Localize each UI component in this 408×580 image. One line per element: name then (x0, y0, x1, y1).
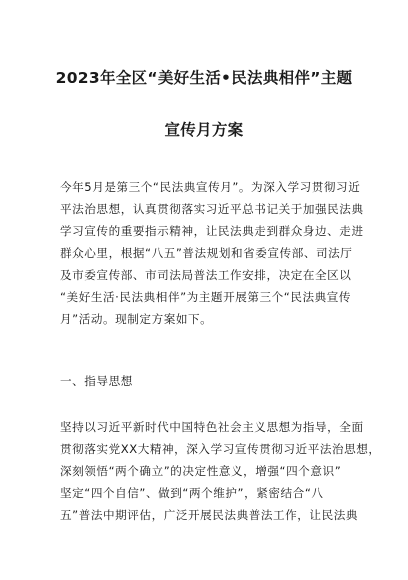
paragraph-line: 学习宣传的重要指示精神，让民法典走到群众身边、走进 (60, 224, 364, 238)
paragraph-line: 坚持以习近平新时代中国特色社会主义思想为指导，全面 (60, 420, 364, 434)
paragraph-line: 坚定“四个自信”、做到“两个维护”，紧密结合“八 (60, 486, 324, 500)
document-title-line-2: 宣传月方案 (164, 121, 244, 139)
paragraph-line: “美好生活·民法典相伴”为主题开展第三个“民法典宣传 (60, 290, 352, 304)
paragraph-line: 今年5月是第三个“民法典宣传月”。为深入学习贯彻习近 (60, 180, 361, 194)
paragraph-line: 五”普法中期评估，广泛开展民法典普法工作，让民法典 (60, 508, 359, 522)
document-title-line-1: 2023年全区“美好生活•民法典相伴”主题 (55, 69, 353, 87)
section-heading-guiding-ideology: 一、指导思想 (60, 374, 133, 388)
paragraph-line: 平法治思想，认真贯彻落实习近平总书记关于加强民法典 (60, 202, 364, 216)
paragraph-line: 贯彻落实党XX大精神，深入学习宣传贯彻习近平法治思想， (60, 442, 381, 456)
paragraph-line: 群众心里，根据“八五”普法规划和省委宣传部、司法厅 (60, 246, 353, 260)
paragraph-line: 及市委宣传部、市司法局普法工作安排，决定在全区以 (60, 268, 352, 282)
paragraph-line: 月”活动。现制定方案如下。 (60, 312, 213, 326)
paragraph-line: 深刻领悟“两个确立”的决定性意义，增强“四个意识” (60, 464, 342, 478)
